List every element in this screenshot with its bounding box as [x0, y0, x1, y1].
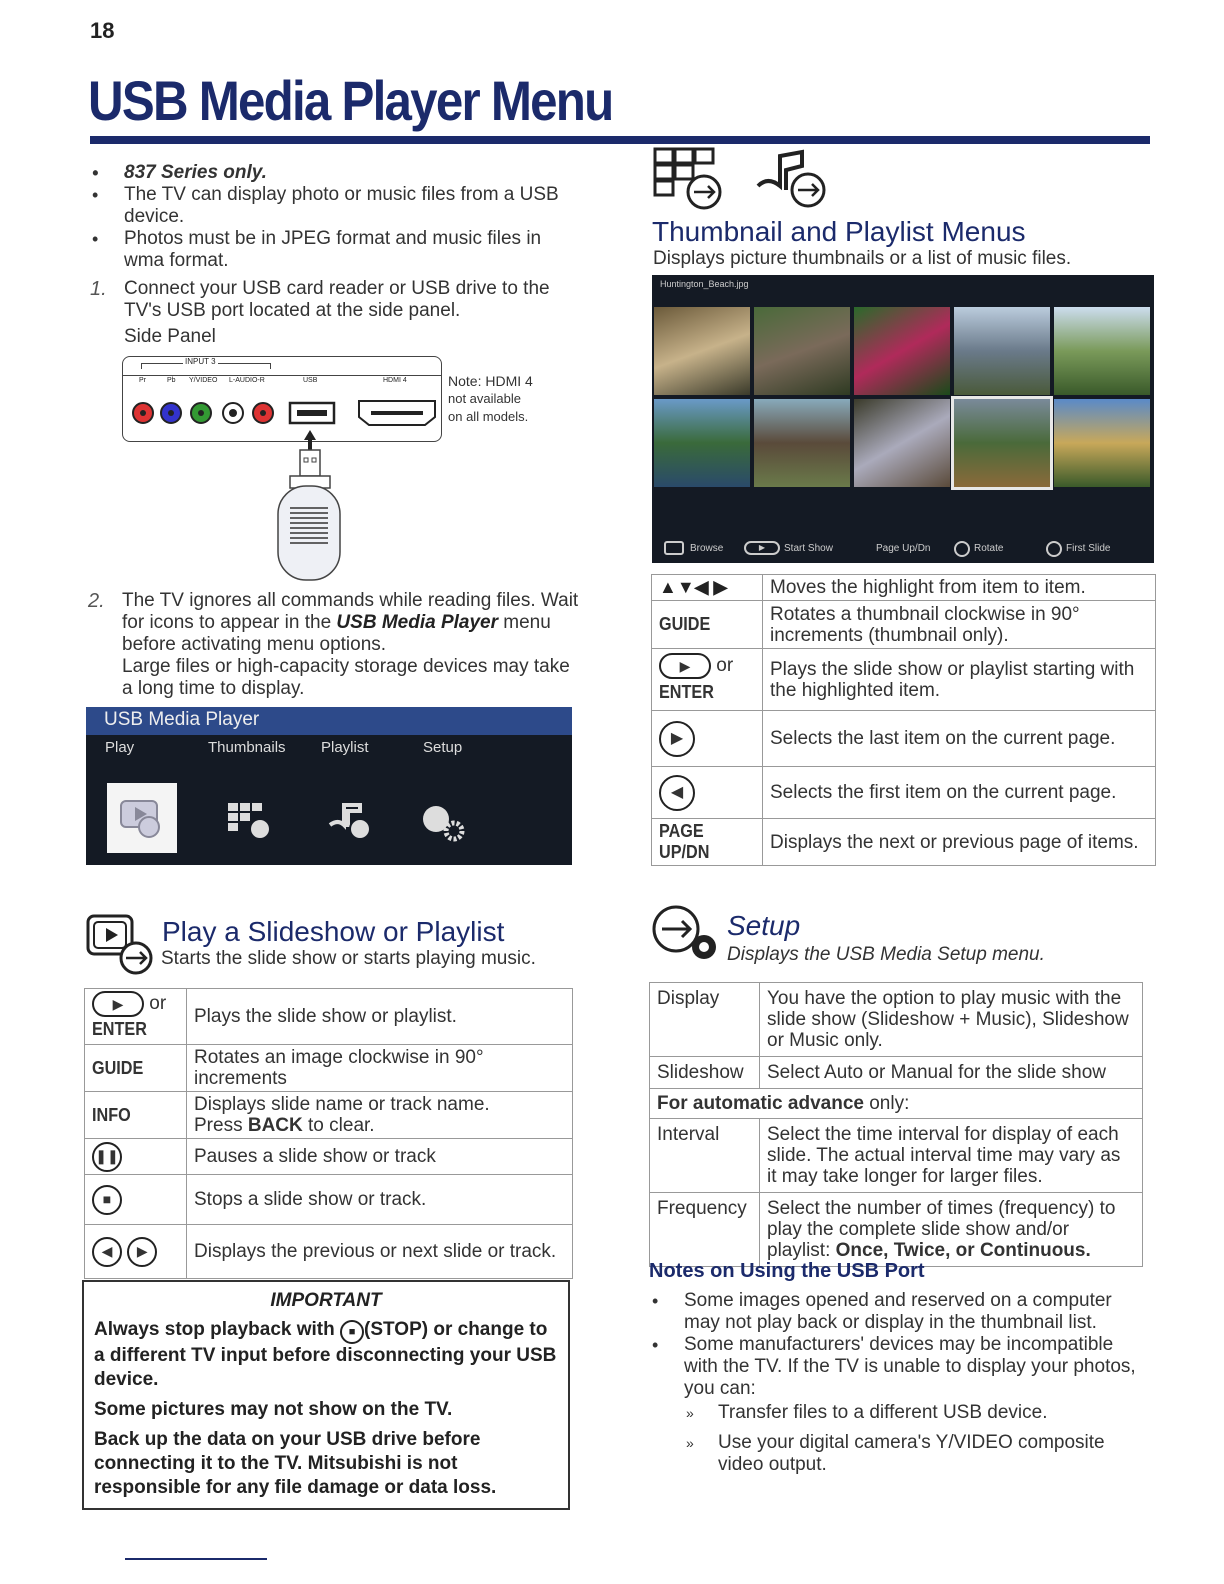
tab-setup[interactable]: Setup: [423, 739, 463, 756]
important-box: [82, 1280, 570, 1510]
step-2: 2. The TV ignores all commands while reading files. Wait for icons to appear in the USB Media Player menu before activating menu options. Large files or high-capacity storage devices may take a long time to display.: [88, 590, 579, 699]
play-icon: [107, 783, 177, 853]
list-subitem: » Transfer files to a different USB device.: [686, 1402, 1048, 1423]
help-first-slide: First Slide: [1066, 543, 1111, 554]
play-button-icon: ▶: [92, 991, 144, 1017]
notes-list: [652, 1290, 1144, 1476]
thumbnail-commands-table: [651, 574, 1156, 866]
page-title: USB Media Player Menu: [88, 69, 613, 132]
previous-icon: ◀: [92, 1237, 122, 1267]
help-start-show: Start Show: [784, 543, 833, 554]
usb-media-player-menu: [86, 707, 572, 865]
intro-bullets: [90, 162, 584, 348]
thumbnail[interactable]: [1054, 307, 1150, 395]
rotate-icon: [954, 541, 970, 557]
thumbnail-playlist-icons: [652, 146, 842, 214]
play-subheading: Starts the slide show or starts playing music.: [161, 948, 536, 969]
port-label-usb: USB: [303, 377, 318, 384]
port-label-audio: L-AUDIO-R: [229, 377, 265, 384]
table-row: GUIDE Rotates an image clockwise in 90° increments: [85, 1045, 573, 1092]
table-row: ▶ or ENTER Plays the slide show or playlist.: [85, 989, 573, 1045]
port-label-yvideo: Y/VIDEO: [189, 377, 218, 384]
side-panel-label: Side Panel: [124, 326, 216, 347]
tab-playlist[interactable]: Playlist: [321, 739, 369, 756]
port-label-pb: Pb: [167, 377, 176, 384]
table-row: For automatic advance only:: [650, 1089, 1143, 1119]
setup-heading: Setup: [727, 910, 801, 941]
port-label-pr: Pr: [139, 377, 146, 384]
table-row: Frequency Select the number of times (frequency) to play the complete slide show and/or playlist: Once, Twice, or Continuous.: [650, 1193, 1143, 1267]
thumbnail[interactable]: [854, 307, 950, 395]
table-row: ❚❚ Pauses a slide show or track: [85, 1139, 573, 1175]
setup-gear-icon[interactable]: [418, 801, 468, 845]
thumbnails-icon[interactable]: [226, 801, 276, 843]
thumbnail[interactable]: [954, 307, 1050, 395]
title-rule: [90, 136, 1150, 144]
thumbnail[interactable]: [754, 399, 850, 487]
hdmi-note: Note: HDMI 4 not available on all models.: [448, 373, 533, 424]
bullet-item: • 837 Series only.: [92, 162, 267, 183]
slideshow-icon: [86, 914, 158, 976]
stop-icon: ■: [340, 1320, 364, 1344]
thumbnail[interactable]: [854, 399, 950, 487]
table-row: ◀ ▶ Displays the previous or next slide or track.: [85, 1225, 573, 1279]
tab-play[interactable]: Play: [105, 739, 135, 756]
input3-label: INPUT 3: [185, 357, 216, 366]
list-item: • Some manufacturers' devices may be incompatible with the TV. If the TV is unable to display your photos, you can:: [652, 1334, 1136, 1399]
step-1: 1. Connect your USB card reader or USB drive to the TV's USB port located at the side panel.: [90, 278, 550, 321]
play-button-icon: ▶: [659, 653, 711, 679]
tab-thumbnails[interactable]: Thumbnails: [208, 739, 286, 756]
port-label-hdmi: HDMI 4: [383, 377, 407, 384]
important-p2: Some pictures may not show on the TV.: [94, 1399, 453, 1420]
bullet-item: • Photos must be in JPEG format and music files in wma format.: [92, 228, 542, 271]
setup-icon: [650, 903, 724, 965]
thumbnail-screen: [652, 275, 1154, 563]
setup-subheading: Displays the USB Media Setup menu.: [727, 944, 1045, 965]
menu-title: USB Media Player: [86, 707, 572, 735]
important-p1: Always stop playback with ■ (STOP) or change to a different TV input before disconnecting your USB device.: [94, 1319, 557, 1390]
footer-rule: [125, 1558, 267, 1560]
stop-icon: ■: [92, 1185, 122, 1215]
help-page-updn: Page Up/Dn: [876, 543, 931, 554]
thumbnail-grid: [652, 303, 1154, 491]
first-slide-icon: [1046, 541, 1062, 557]
table-row: INFO Displays slide name or track name. Press BACK to clear.: [85, 1092, 573, 1139]
thumbnail-filename: Huntington_Beach.jpg: [660, 279, 749, 289]
table-row: GUIDE Rotates a thumbnail clockwise in 90° increments (thumbnail only).: [652, 601, 1156, 649]
setup-table: [649, 982, 1143, 1267]
play-tile[interactable]: [107, 783, 177, 853]
pause-icon: ❚❚: [92, 1142, 122, 1172]
table-row: Slideshow Select Auto or Manual for the slide show: [650, 1057, 1143, 1089]
thumbnail[interactable]: [654, 307, 750, 395]
previous-page-icon: ◀: [659, 775, 695, 811]
thumbnail[interactable]: [754, 307, 850, 395]
table-row: ▶ Selects the last item on the current page.: [652, 711, 1156, 767]
help-rotate: Rotate: [974, 543, 1004, 554]
table-row: Interval Select the time interval for display of each slide. The actual interval time may vary as it may take longer for larger files.: [650, 1119, 1143, 1193]
next-icon: ▶: [127, 1237, 157, 1267]
table-row: ▶ or ENTER Plays the slide show or playlist starting with the highlighted item.: [652, 649, 1156, 711]
bullet-item: • The TV can display photo or music files from a USB device.: [92, 184, 559, 227]
notes-heading: Notes on Using the USB Port: [649, 1260, 925, 1282]
next-page-icon: ▶: [659, 721, 695, 757]
thumbnail-help-bar: [652, 537, 1154, 561]
page-number: 18: [90, 18, 115, 43]
start-show-icon: ▶: [744, 541, 780, 555]
table-row: Display You have the option to play music with the slide show (Slideshow + Music), Slideshow or Music only.: [650, 983, 1143, 1057]
list-subitem: » Use your digital camera's Y/VIDEO composite video output.: [686, 1432, 1105, 1475]
usb-drive-icon: [276, 428, 344, 584]
help-browse: Browse: [690, 543, 724, 554]
table-row: ■ Stops a slide show or track.: [85, 1175, 573, 1225]
important-title: IMPORTANT: [270, 1290, 382, 1311]
thumbnail-heading: Thumbnail and Playlist Menus: [652, 216, 1026, 247]
list-item: • Some images opened and reserved on a computer may not play back or display in the thumbnail list.: [652, 1290, 1112, 1333]
browse-icon: [664, 541, 684, 555]
thumbnail[interactable]: [1054, 399, 1150, 487]
important-p3: Back up the data on your USB drive before connecting it to the TV. Mitsubishi is not responsible for any file damage or data loss.: [94, 1429, 497, 1498]
thumbnail-selected[interactable]: [954, 399, 1050, 487]
thumbnail[interactable]: [654, 399, 750, 487]
play-heading: Play a Slideshow or Playlist: [162, 916, 505, 947]
play-commands-table: [84, 988, 573, 1279]
thumbnail-subheading: Displays picture thumbnails or a list of music files.: [653, 248, 1072, 269]
table-row: ◀ Selects the first item on the current page.: [652, 767, 1156, 819]
playlist-icon[interactable]: [326, 799, 376, 843]
table-row: ▲▼◀ ▶ Moves the highlight from item to item.: [652, 575, 1156, 601]
table-row: PAGE UP/DN Displays the next or previous page of items.: [652, 819, 1156, 866]
